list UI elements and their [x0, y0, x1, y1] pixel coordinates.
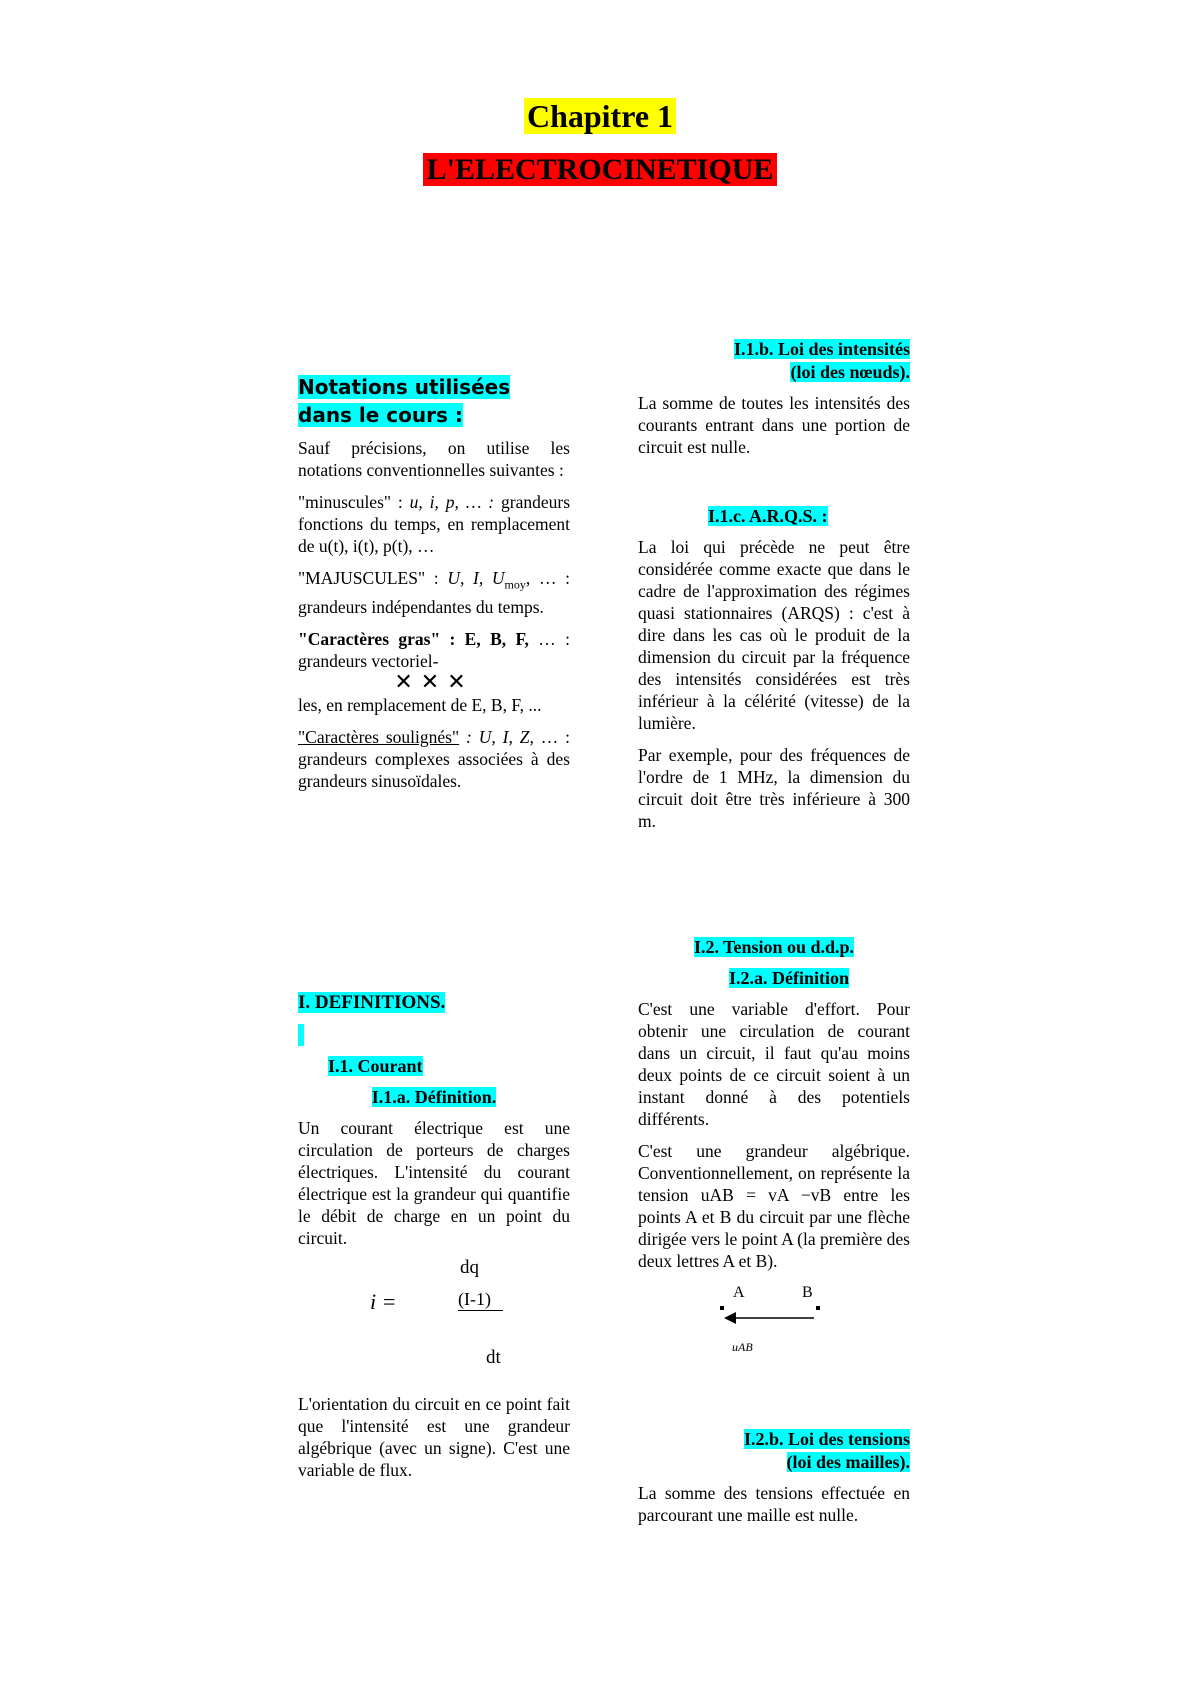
loi-tensions-section	[638, 1428, 910, 1526]
tension-algebrique: C'est une grandeur algébrique. Conventionnellement, on représente la tension uAB = vA −vB entre les points A et B du circuit par une flèche dirigée vers le point A (la première des deux lettres A et B).	[638, 1141, 910, 1271]
courant-definition-text: Un courant électrique est une circulation de porteurs de charges électriques. L'intensité du courant électrique est la grandeur qui quantifie le débit de charge en un point du circuit.	[298, 1118, 570, 1248]
point-a-label: A	[733, 1284, 745, 1301]
notation-soulignes: "Caractères soulignés" : U, I, Z, … : grandeurs complexes associées à des grandeurs sinusoïdales.	[298, 726, 570, 791]
formula-reference: (I-1)	[458, 1289, 503, 1311]
formula-denominator: dt	[486, 1347, 501, 1368]
tension-text: C'est une variable d'effort. Pour obtenir une circulation de courant dans un circuit, il faut qu'au moins deux points de ce circuit soient à un instant donné à des potentiels différents.	[638, 999, 910, 1129]
tension-section	[638, 936, 910, 1364]
notations-intro: Sauf précisions, on utilise les notations conventionnelles suivantes :	[298, 438, 570, 480]
arqs-title: I.1.c. A.R.Q.S. :	[708, 506, 828, 526]
orientation-text: L'orientation du circuit en ce point fait que l'intensité est une grandeur algébrique (avec un signe). C'est une variable de flux.	[298, 1394, 570, 1480]
chapter-subject	[0, 151, 1200, 189]
notation-majuscules: "MAJUSCULES" : U, I, $U_{moy}$, … : grandeurs indépendantes du temps.	[298, 568, 571, 617]
formula-block	[298, 1257, 570, 1387]
notation-gras-cont: les, en remplacement de E, B, F, ...	[298, 694, 542, 715]
point-b-label: B	[802, 1284, 813, 1301]
loi-intensites-text: La somme de toutes les intensités des courants entrant dans une portion de circuit est nulle.	[638, 393, 910, 457]
courant-heading: I.1. Courant	[328, 1056, 423, 1076]
tension-title: I.2. Tension ou d.d.p.	[693, 937, 855, 957]
definitions-title: I. DEFINITIONS.	[298, 992, 446, 1013]
arqs-section	[638, 505, 910, 832]
chapter-title	[0, 96, 1200, 136]
definitions-section	[298, 991, 570, 1481]
tension-diagram	[638, 1284, 910, 1364]
arqs-text: La loi qui précède ne peut être considérée comme exacte que dans le cadre de l'approximation des régimes quasi stationnaires (ARQS) : c'est à dire dans les cas où le produit de la dimension du circuit par la fréquence des intensités considérées est très inférieur à la célérité (vitesse) de la lumière.	[638, 537, 910, 733]
loi-intensites-title: I.1.b. Loi des intensités (loi des nœuds).	[733, 339, 910, 382]
chapter-subject-text: L'ELECTROCINETIQUE	[423, 153, 778, 186]
vector-crosses-icon: ✕✕✕	[394, 669, 474, 695]
notations-title: Notations utilisées dans le cours :	[298, 375, 511, 427]
loi-tensions-text: La somme des tensions effectuée en parcourant une maille est nulle.	[638, 1483, 910, 1525]
formula-lhs: i =	[370, 1289, 397, 1314]
definition-heading: I.1.a. Définition.	[371, 1087, 497, 1107]
notations-section	[298, 373, 570, 792]
notation-gras: "Caractères gras" : E, B, F, … : grandeurs vectoriel-	[298, 628, 571, 671]
chapter-number: Chapitre 1	[524, 98, 676, 134]
arqs-example: Par exemple, pour des fréquences de l'ordre de 1 MHz, la dimension du circuit doit être très inférieure à 300 m.	[638, 745, 910, 831]
notation-minuscules: "minuscules" : u, i, p, … : grandeurs fonctions du temps, en remplacement de u(t), i(t), p(t), …	[298, 492, 571, 556]
uab-label: uAB	[732, 1340, 753, 1354]
formula-numerator: dq	[460, 1257, 479, 1278]
loi-intensites-section	[638, 338, 910, 458]
cyan-marker	[298, 1024, 304, 1046]
loi-tensions-title: I.2.b. Loi des tensions (loi des mailles).	[743, 1429, 910, 1472]
tension-definition-heading: I.2.a. Définition	[728, 968, 849, 988]
tension-arrow-icon	[718, 1298, 828, 1328]
